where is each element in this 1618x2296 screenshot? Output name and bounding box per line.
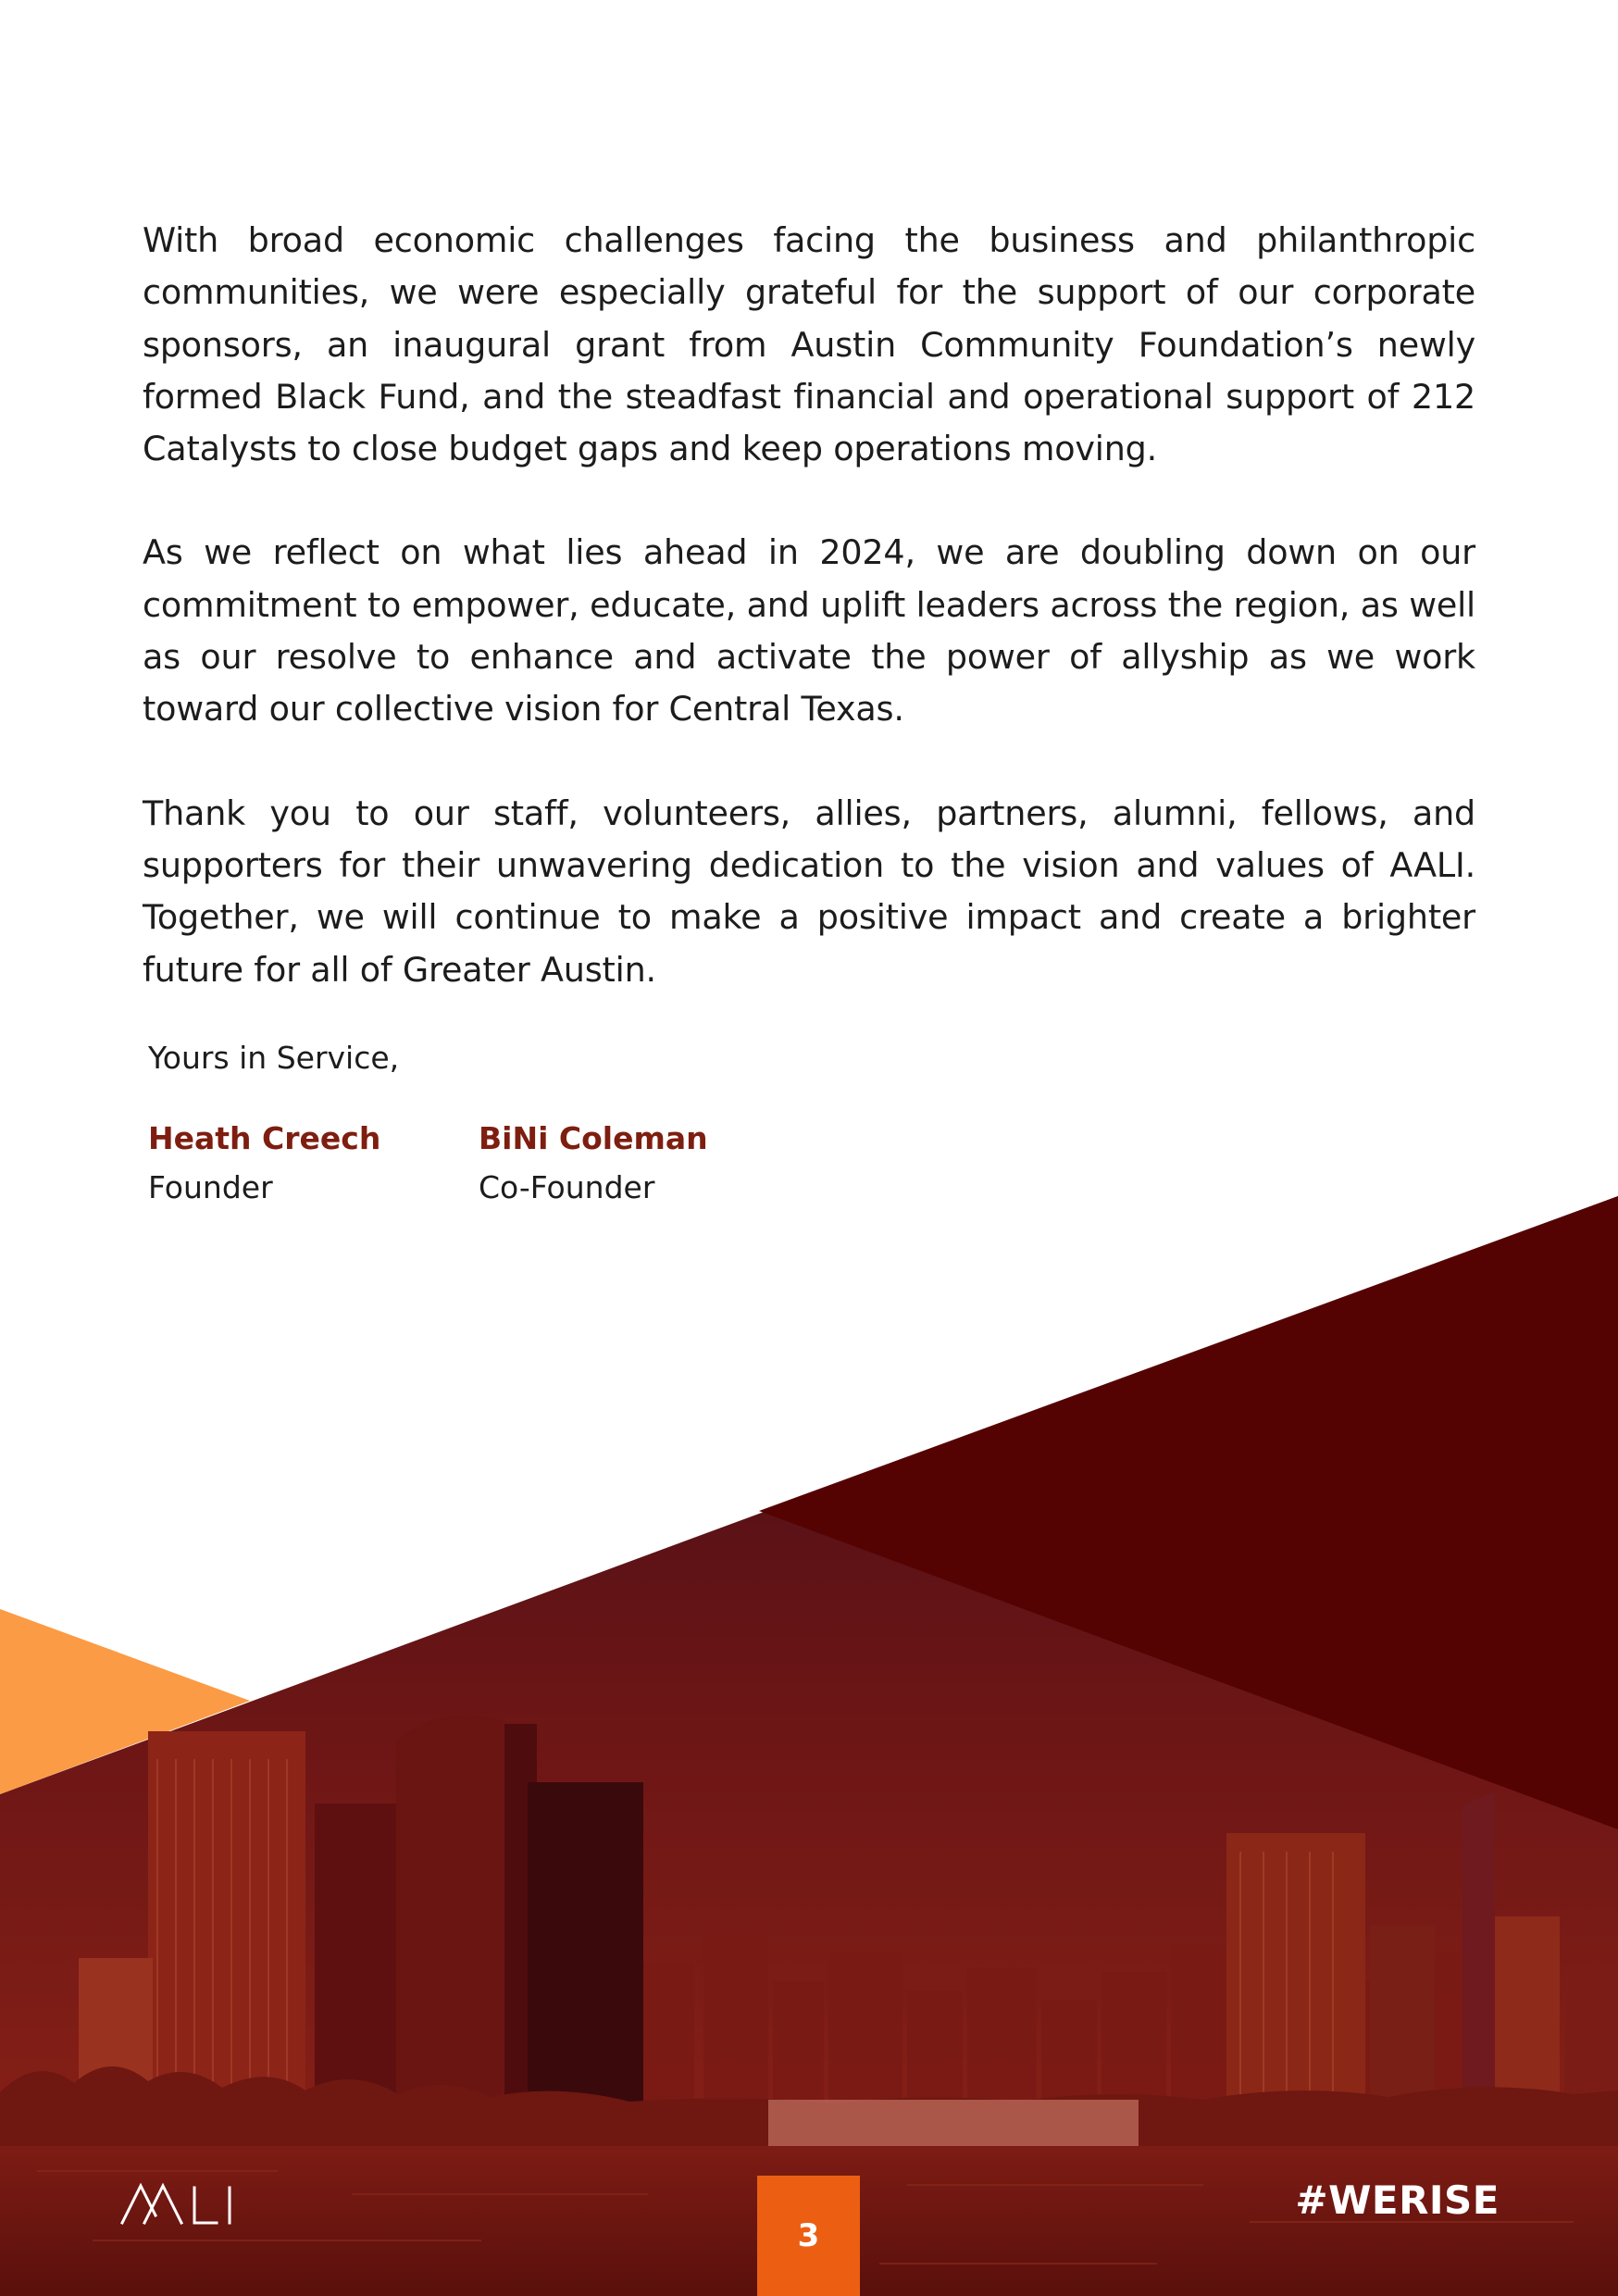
signer-role: Co-Founder xyxy=(479,1169,655,1205)
letter-body xyxy=(143,215,1475,1048)
page-number-box xyxy=(757,2176,860,2296)
pier-pavilion xyxy=(768,2100,1139,2148)
page-number: 3 xyxy=(797,2217,820,2254)
letter-paragraph: As we reflect on what lies ahead in 2024, we are doubling down on our commitment to empower, educate, and uplift leaders across the region, as well as our resolve to enhance and activate the power of allyship as we work toward our collective vision for Central Texas. xyxy=(143,532,1475,730)
signer-co-founder xyxy=(479,1114,708,1212)
hashtag-werise: #WERISE xyxy=(1295,2177,1500,2223)
signer-name: Heath Creech xyxy=(148,1120,381,1156)
signer-founder xyxy=(148,1114,380,1212)
aali-logo xyxy=(120,2180,250,2230)
letter-paragraph: With broad economic challenges facing the business and philanthropic communities, we were especially grateful for the support of our corporate sponsors, an inaugural grant from Austin Community Foundation’s newly formed Black Fund, and the steadfast financial and operational support of 212 Catalysts to close budget gaps and keep operations moving. xyxy=(143,220,1475,469)
signer-name: BiNi Coleman xyxy=(479,1120,708,1156)
letter-paragraph: Thank you to our staff, volunteers, allies, partners, alumni, fellows, and supporters for their unwavering dedication to the vision and values of AALI. Together, we will continue to make a positive impact and create a brighter future for all of Greater Austin. xyxy=(143,792,1475,990)
signer-role: Founder xyxy=(148,1169,273,1205)
aali-logo-icon xyxy=(120,2180,250,2227)
letter-closing: Yours in Service, xyxy=(148,1040,400,1076)
